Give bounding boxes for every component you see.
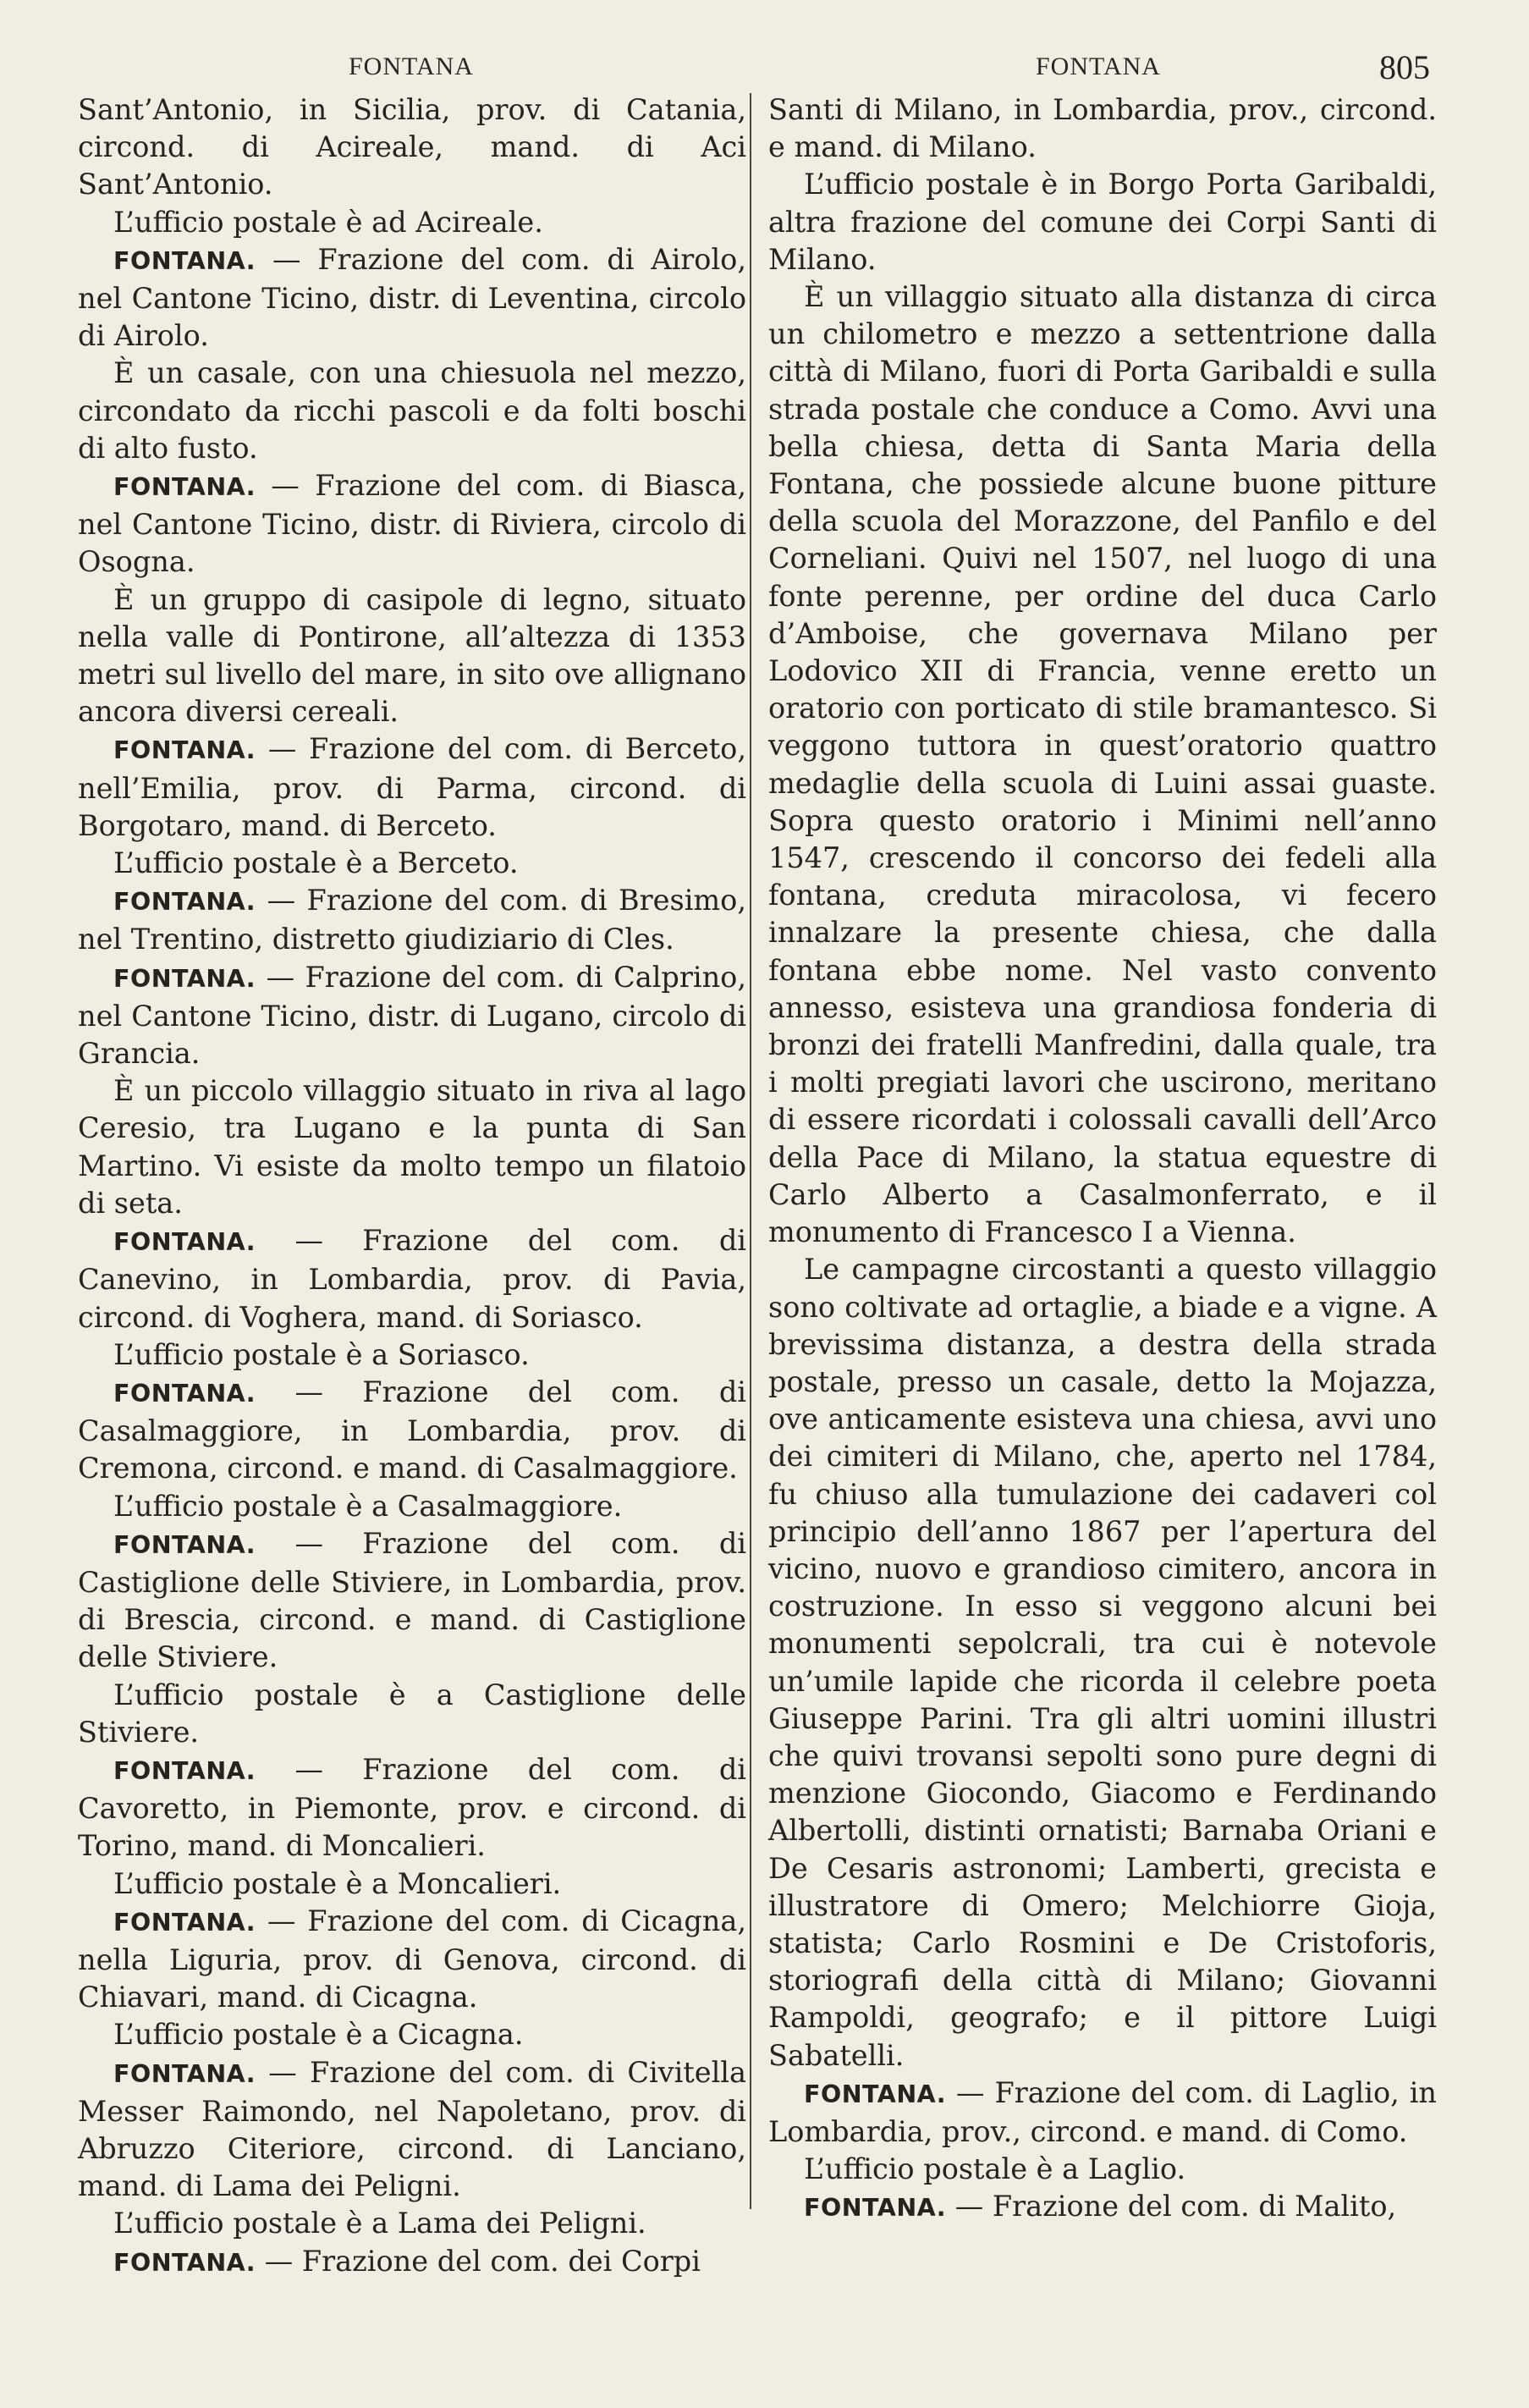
gazetteer-entry	[78, 1903, 746, 2017]
entry-text: — Frazione del com. di Calprino, nel Cantone Ticino, distr. di Lugano, circolo di Grancia.	[78, 960, 746, 1071]
continued-paragraph: Sant’Antonio, in Sicilia, prov. di Catania, circond. di Acireale, mand. di Aci Sant’Antonio.	[78, 93, 746, 201]
paragraph: È un casale, con una chiesuola nel mezzo, circondato da ricchi pascoli e da folti boschi di alto fusto.	[78, 356, 746, 465]
entry-keyword: FONTANA.	[113, 1379, 256, 1408]
column-divider	[750, 93, 751, 2209]
paragraph: L’ufficio postale è a Moncalieri.	[113, 1866, 562, 1900]
gazetteer-entry	[78, 1374, 746, 1488]
entry-text: — Frazione del com. dei Corpi	[256, 2244, 701, 2278]
paragraph: L’ufficio postale è a Soriasco.	[113, 1337, 530, 1371]
entry-keyword: FONTANA.	[113, 888, 256, 917]
entry-text: — Frazione del com. di Bresimo, nel Trentino, distretto giudiziario di Cles.	[78, 884, 746, 956]
entry-text: — Frazione del com. di Laglio, in Lombardia, prov., circond. e mand. di Como.	[768, 2075, 1437, 2148]
entry-keyword: FONTANA.	[804, 2080, 947, 2108]
gazetteer-entry	[78, 467, 746, 581]
gazetteer-entry	[768, 2075, 1437, 2151]
paragraph: È un villaggio situato alla distanza di circa un chilometro e mezzo a settentrione dalla città di Milano, fuori di Porta Garibaldi e sulla strada postale che conduce a Como. Avvi una bella chiesa, detta di Santa Maria della Fontana, che possiede alcune buone pitture della scuola del Morazzone, del Panfilo e del Corneliani. Quivi nel 1507, nel luogo di una fonte perenne, per ordine del duca Carlo d’Amboise, che governava Milano per Lodovico XII di Francia, venne eretto un oratorio con porticato di stile bramantesco. Si veggono tuttora in quest’oratorio quattro medaglie della scuola di Luini assai guaste. Sopra questo oratorio i Minimi nell’anno 1547, crescendo il concorso dei fedeli alla fontana, creduta miracolosa, vi fecero innalzare la presente chiesa, che dalla fontana ebbe nome. Nel vasto convento annesso, esisteva una grandiosa fonderia di bronzi dei fratelli Manfredini, dalla quale, tra i molti pregiati lavori che uscirono, meritano di essere ricordati i colossali cavalli dell’Arco della Pace di Milano, la statua equestre di Carlo Alberto a Casalmonferrato, e il monumento di Francesco I a Vienna.	[768, 280, 1437, 1249]
entry-keyword: FONTANA.	[113, 1908, 256, 1937]
gazetteer-entry	[78, 241, 746, 355]
entry-text: — Frazione del com. di Canevino, in Lombardia, prov. di Pavia, circond. di Voghera, mand. di Soriasco.	[78, 1224, 746, 1334]
paragraph: L’ufficio postale è a Casalmaggiore.	[113, 1489, 623, 1523]
running-head-right: FONTANA	[1036, 52, 1161, 80]
gazetteer-entry	[768, 2188, 1437, 2227]
paragraph: L’ufficio postale è a Cicagna.	[113, 2018, 524, 2052]
running-head-left: FONTANA	[349, 52, 474, 80]
gazetteer-entry	[78, 2243, 746, 2282]
entry-keyword: FONTANA.	[113, 2248, 256, 2277]
page-number: 805	[1379, 48, 1430, 86]
entry-keyword: FONTANA.	[113, 1756, 256, 1785]
entry-text: — Frazione del com. di Castiglione delle Stiviere, in Lombardia, prov. di Brescia, circond. e mand. di Castiglione delle Stiviere.	[78, 1526, 746, 1674]
entry-text: — Frazione del com. di Cavoretto, in Piemonte, prov. e circond. di Torino, mand. di Moncalieri.	[78, 1752, 746, 1863]
gazetteer-entry	[78, 959, 746, 1073]
entry-text: — Frazione del com. di Casalmaggiore, in Lombardia, prov. di Cremona, circond. e mand. di Casalmaggiore.	[78, 1375, 746, 1485]
entry-text: — Frazione del com. di Berceto, nell’Emilia, prov. di Parma, circond. di Borgotaro, mand. di Berceto.	[78, 732, 746, 842]
paragraph: L’ufficio postale è ad Acireale.	[113, 205, 543, 239]
paragraph: È un gruppo di casipole di legno, situato nella valle di Pontirone, all’altezza di 1353 metri sul livello del mare, in sito ove allignano ancora diversi cereali.	[78, 582, 746, 729]
entry-text: — Frazione del com. di Cicagna, nella Liguria, prov. di Genova, circond. di Chiavari, mand. di Cicagna.	[78, 1904, 746, 2014]
paragraph: L’ufficio postale è a Laglio.	[804, 2152, 1186, 2186]
paragraph: L’ufficio postale è a Berceto.	[113, 846, 519, 880]
continued-paragraph: Santi di Milano, in Lombardia, prov., circond. e mand. di Milano.	[768, 93, 1437, 164]
paragraph: L’ufficio postale è in Borgo Porta Garibaldi, altra frazione del comune dei Corpi Santi di Milano.	[768, 168, 1437, 276]
entry-text: — Frazione del com. di Airolo, nel Cantone Ticino, distr. di Leventina, circolo di Airolo.	[78, 242, 746, 353]
paragraph: È un piccolo villaggio situato in riva al lago Ceresio, tra Lugano e la punta di San Martino. Vi esiste da molto tempo un filatoio di seta.	[78, 1074, 746, 1220]
entry-text: — Frazione del com. di Biasca, nel Cantone Ticino, distr. di Riviera, circolo di Osogna.	[78, 469, 746, 579]
paragraph: Le campagne circostanti a questo villaggio sono coltivate ad ortaglie, a biade e a vigne. A brevissima distanza, a destra della strada postale, presso un casale, detto la Mojazza, ove anticamente esisteva una chiesa, avvi uno dei cimiteri di Milano, che, aperto nel 1784, fu chiuso alla tumulazione dei cadaveri col principio dell’anno 1867 per l’apertura del vicino, nuovo e grandioso cimitero, ancora in costruzione. In esso si veggono alcuni bei monumenti sepolcrali, tra cui è notevole un’umile lapide che ricorda il celebre poeta Giuseppe Parini. Tra gli altri uomini illustri che quivi trovansi sepolti sono pure degni di menzione Giocondo, Giacomo e Ferdinando Albertolli, distinti ornatisti; Barnaba Oriani e De Cesaris astronomi; Lamberti, grecista e illustratore di Omero; Melchiorre Gioja, statista; Carlo Rosmini e De Cristoforis, storiografi della città di Milano; Giovanni Rampoldi, geografo; e il pittore Luigi Sabatelli.	[768, 1253, 1437, 2072]
paragraph: L’ufficio postale è a Castiglione delle Stiviere.	[78, 1678, 746, 1749]
entry-text: — Frazione del com. di Civitella Messer Raimondo, nel Napoletano, prov. di Abruzzo Citeriore, circond. di Lanciano, mand. di Lama dei Peligni.	[78, 2055, 746, 2203]
gazetteer-entry	[78, 730, 746, 845]
entry-keyword: FONTANA.	[113, 1530, 256, 1559]
entry-keyword: FONTANA.	[113, 736, 256, 765]
entry-keyword: FONTANA.	[804, 2194, 947, 2223]
entry-keyword: FONTANA.	[113, 2059, 256, 2088]
paragraph: L’ufficio postale è a Lama dei Peligni.	[113, 2207, 646, 2240]
gazetteer-entry	[78, 1525, 746, 1677]
left-column	[78, 91, 746, 2282]
entry-keyword: FONTANA.	[113, 1228, 256, 1257]
gazetteer-entry	[78, 1751, 746, 1865]
gazetteer-entry	[78, 2054, 746, 2206]
gazetteer-entry	[78, 1222, 746, 1336]
entry-keyword: FONTANA.	[113, 964, 256, 993]
gazetteer-entry	[78, 882, 746, 958]
entry-keyword: FONTANA.	[113, 473, 256, 502]
entry-keyword: FONTANA.	[113, 246, 256, 275]
entry-text: — Frazione del com. di Malito,	[946, 2190, 1397, 2223]
right-column	[768, 91, 1437, 2228]
